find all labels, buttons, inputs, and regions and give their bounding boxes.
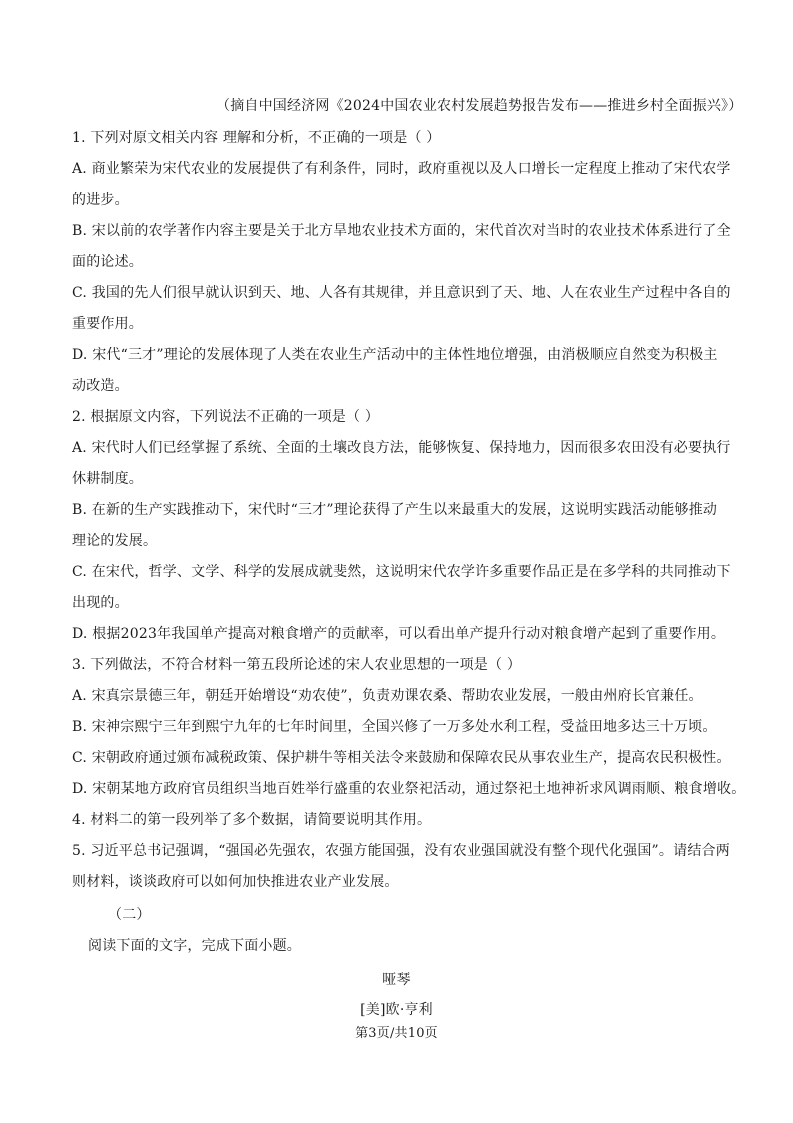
- q1-option-a: A. 商业繁荣为宋代农业的发展提供了有利条件，同时，政府重视以及人口增长一定程度上推动了宋代农学: [72, 161, 731, 177]
- q1-option-c: C. 我国的先人们很早就认识到天、地、人各有其规律，并且意识到了天、地、人在农业生产过程中各自的: [72, 285, 731, 301]
- q3-option-d: D. 宋朝某地方政府官员组织当地百姓举行盛重的农业祭祀活动，通过祭祀土地神祈求风调雨顺、粮食增收。: [72, 781, 746, 797]
- q3-option-c: C. 宋朝政府通过颁布减税政策、保护耕牛等相关法令来鼓励和保障农民从事农业生产，提高农民积极性。: [72, 750, 731, 766]
- question-5-cont: 则材料，谈谈政府可以如何加快推进农业产业发展。: [72, 874, 399, 890]
- source-citation: （摘自中国经济网《2024中国农业农村发展趋势报告发布——推进乡村全面振兴》）: [216, 98, 743, 114]
- question-4: 4. 材料二的第一段列举了多个数据，请简要说明其作用。: [72, 812, 432, 828]
- q2-option-b: B. 在新的生产实践推动下，宋代时“三才”理论获得了产生以来最重大的发展，这说明实践活动能够推动: [72, 502, 718, 518]
- question-5: 5. 习近平总书记强调，“强国必先强农，农强方能国强，没有农业强国就没有整个现代化强国”。请结合两: [72, 843, 730, 859]
- page-footer: 第3页/共10页: [355, 1026, 438, 1041]
- question-2-stem: 2. 根据原文内容，下列说法不正确的一项是（ ）: [72, 409, 380, 425]
- q1-option-b-cont: 面的论述。: [72, 254, 143, 270]
- q2-option-a: A. 宋代时人们已经掌握了系统、全面的土壤改良方法，能够恢复、保持地力，因而很多农田没有必要执行: [72, 440, 731, 456]
- q1-option-d-cont: 动改造。: [72, 378, 129, 394]
- q1-option-c-cont: 重要作用。: [72, 316, 143, 332]
- q2-option-b-cont: 理论的发展。: [72, 533, 158, 549]
- q3-option-a: A. 宋真宗景德三年，朝廷开始增设“劝农使”，负责劝课农桑、帮助农业发展，一般由州府长官兼任。: [72, 688, 703, 704]
- story-title: 哑琴: [382, 972, 411, 988]
- q1-option-a-cont: 的进步。: [72, 192, 129, 208]
- question-1-stem: 1. 下列对原文相关内容 理解和分析，不正确的一项是（ ）: [72, 130, 441, 146]
- q1-option-d: D. 宋代“三才”理论的发展体现了人类在农业生产活动中的主体性地位增强，由消极顺应自然变为积极主: [72, 347, 718, 363]
- q1-option-b: B. 宋以前的农学著作内容主要是关于北方旱地农业技术方面的，宋代首次对当时的农业技术体系进行了全: [72, 223, 731, 239]
- reading-instruction: 阅读下面的文字，完成下面小题。: [88, 938, 301, 954]
- q2-option-a-cont: 休耕制度。: [72, 471, 143, 487]
- q2-option-c: C. 在宋代，哲学、文学、科学的发展成就斐然，这说明宋代农学许多重要作品正是在多学科的共同推动下: [72, 564, 731, 580]
- section-heading: （二）: [108, 907, 151, 923]
- q2-option-d: D. 根据2023年我国单产提高对粮食增产的贡献率，可以看出单产提升行动对粮食增产起到了重要作用。: [72, 626, 726, 642]
- q2-option-c-cont: 出现的。: [72, 595, 129, 611]
- q3-option-b: B. 宋神宗熙宁三年到熙宁九年的七年时间里，全国兴修了一万多处水利工程，受益田地多达三十万顷。: [72, 719, 717, 735]
- question-3-stem: 3. 下列做法，不符合材料一第五段所论述的宋人农业思想的一项是（ ）: [72, 657, 522, 673]
- story-author: [美]欧·亨利: [360, 1002, 433, 1018]
